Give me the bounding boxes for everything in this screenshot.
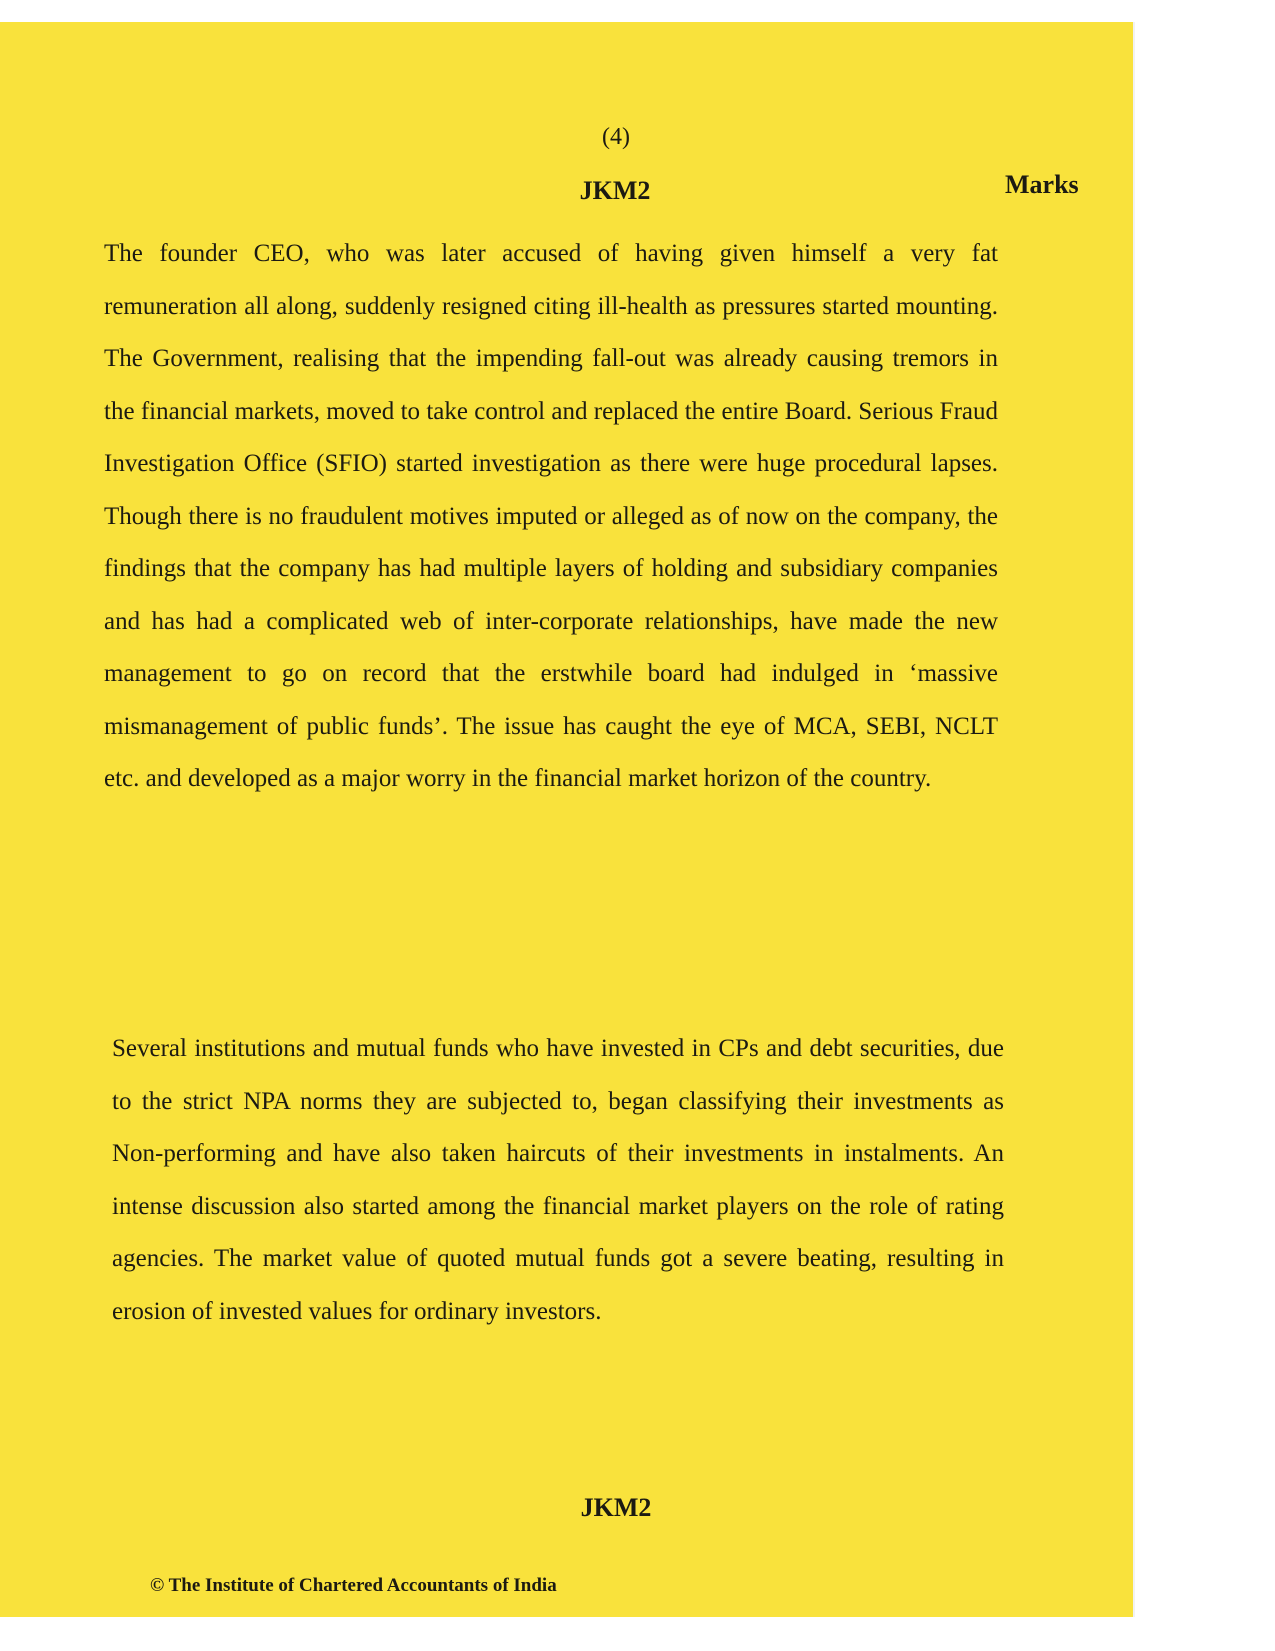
page-number: (4) — [602, 124, 630, 150]
body-paragraph-1: The founder CEO, who was later accused of having given himself a very fat remuneration all along, suddenly resigned citing ill-health as pressures started mounting. The Government, realising that the impending fall-out was already causing tremors in the financial markets, moved to take control and replaced the entire Board. Serious Fraud Investigation Office (SFIO) started investigation as there were huge procedural lapses. Though there is no fraudulent motives imputed or alleged as of now on the company, the findings that the company has had multiple layers of holding and subsidiary companies and has had a complicated web of inter-corporate relationships, have made the new management to go on record that the erstwhile board had indulged in ‘massive mismanagement of public funds’. The issue has caught the eye of MCA, SEBI, NCLT etc. and developed as a major worry in the financial market horizon of the country. — [104, 240, 998, 792]
body-paragraph-2: Several institutions and mutual funds who have invested in CPs and debt securities, due to the strict NPA norms they are subjected to, began classifying their investments as Non-performing and have also taken haircuts of their investments in instalments. An intense discussion also started among the financial market players on the role of rating agencies. The market value of quoted mutual funds got a severe beating, resulting in erosion of invested values for ordinary investors. — [112, 1035, 1004, 1325]
copyright-notice: © The Institute of Chartered Accountants of India — [150, 1575, 557, 1596]
marks-column-label: Marks — [1005, 170, 1079, 199]
footer-paper-code: JKM2 — [580, 1493, 652, 1522]
header-paper-code: JKM2 — [579, 176, 651, 205]
